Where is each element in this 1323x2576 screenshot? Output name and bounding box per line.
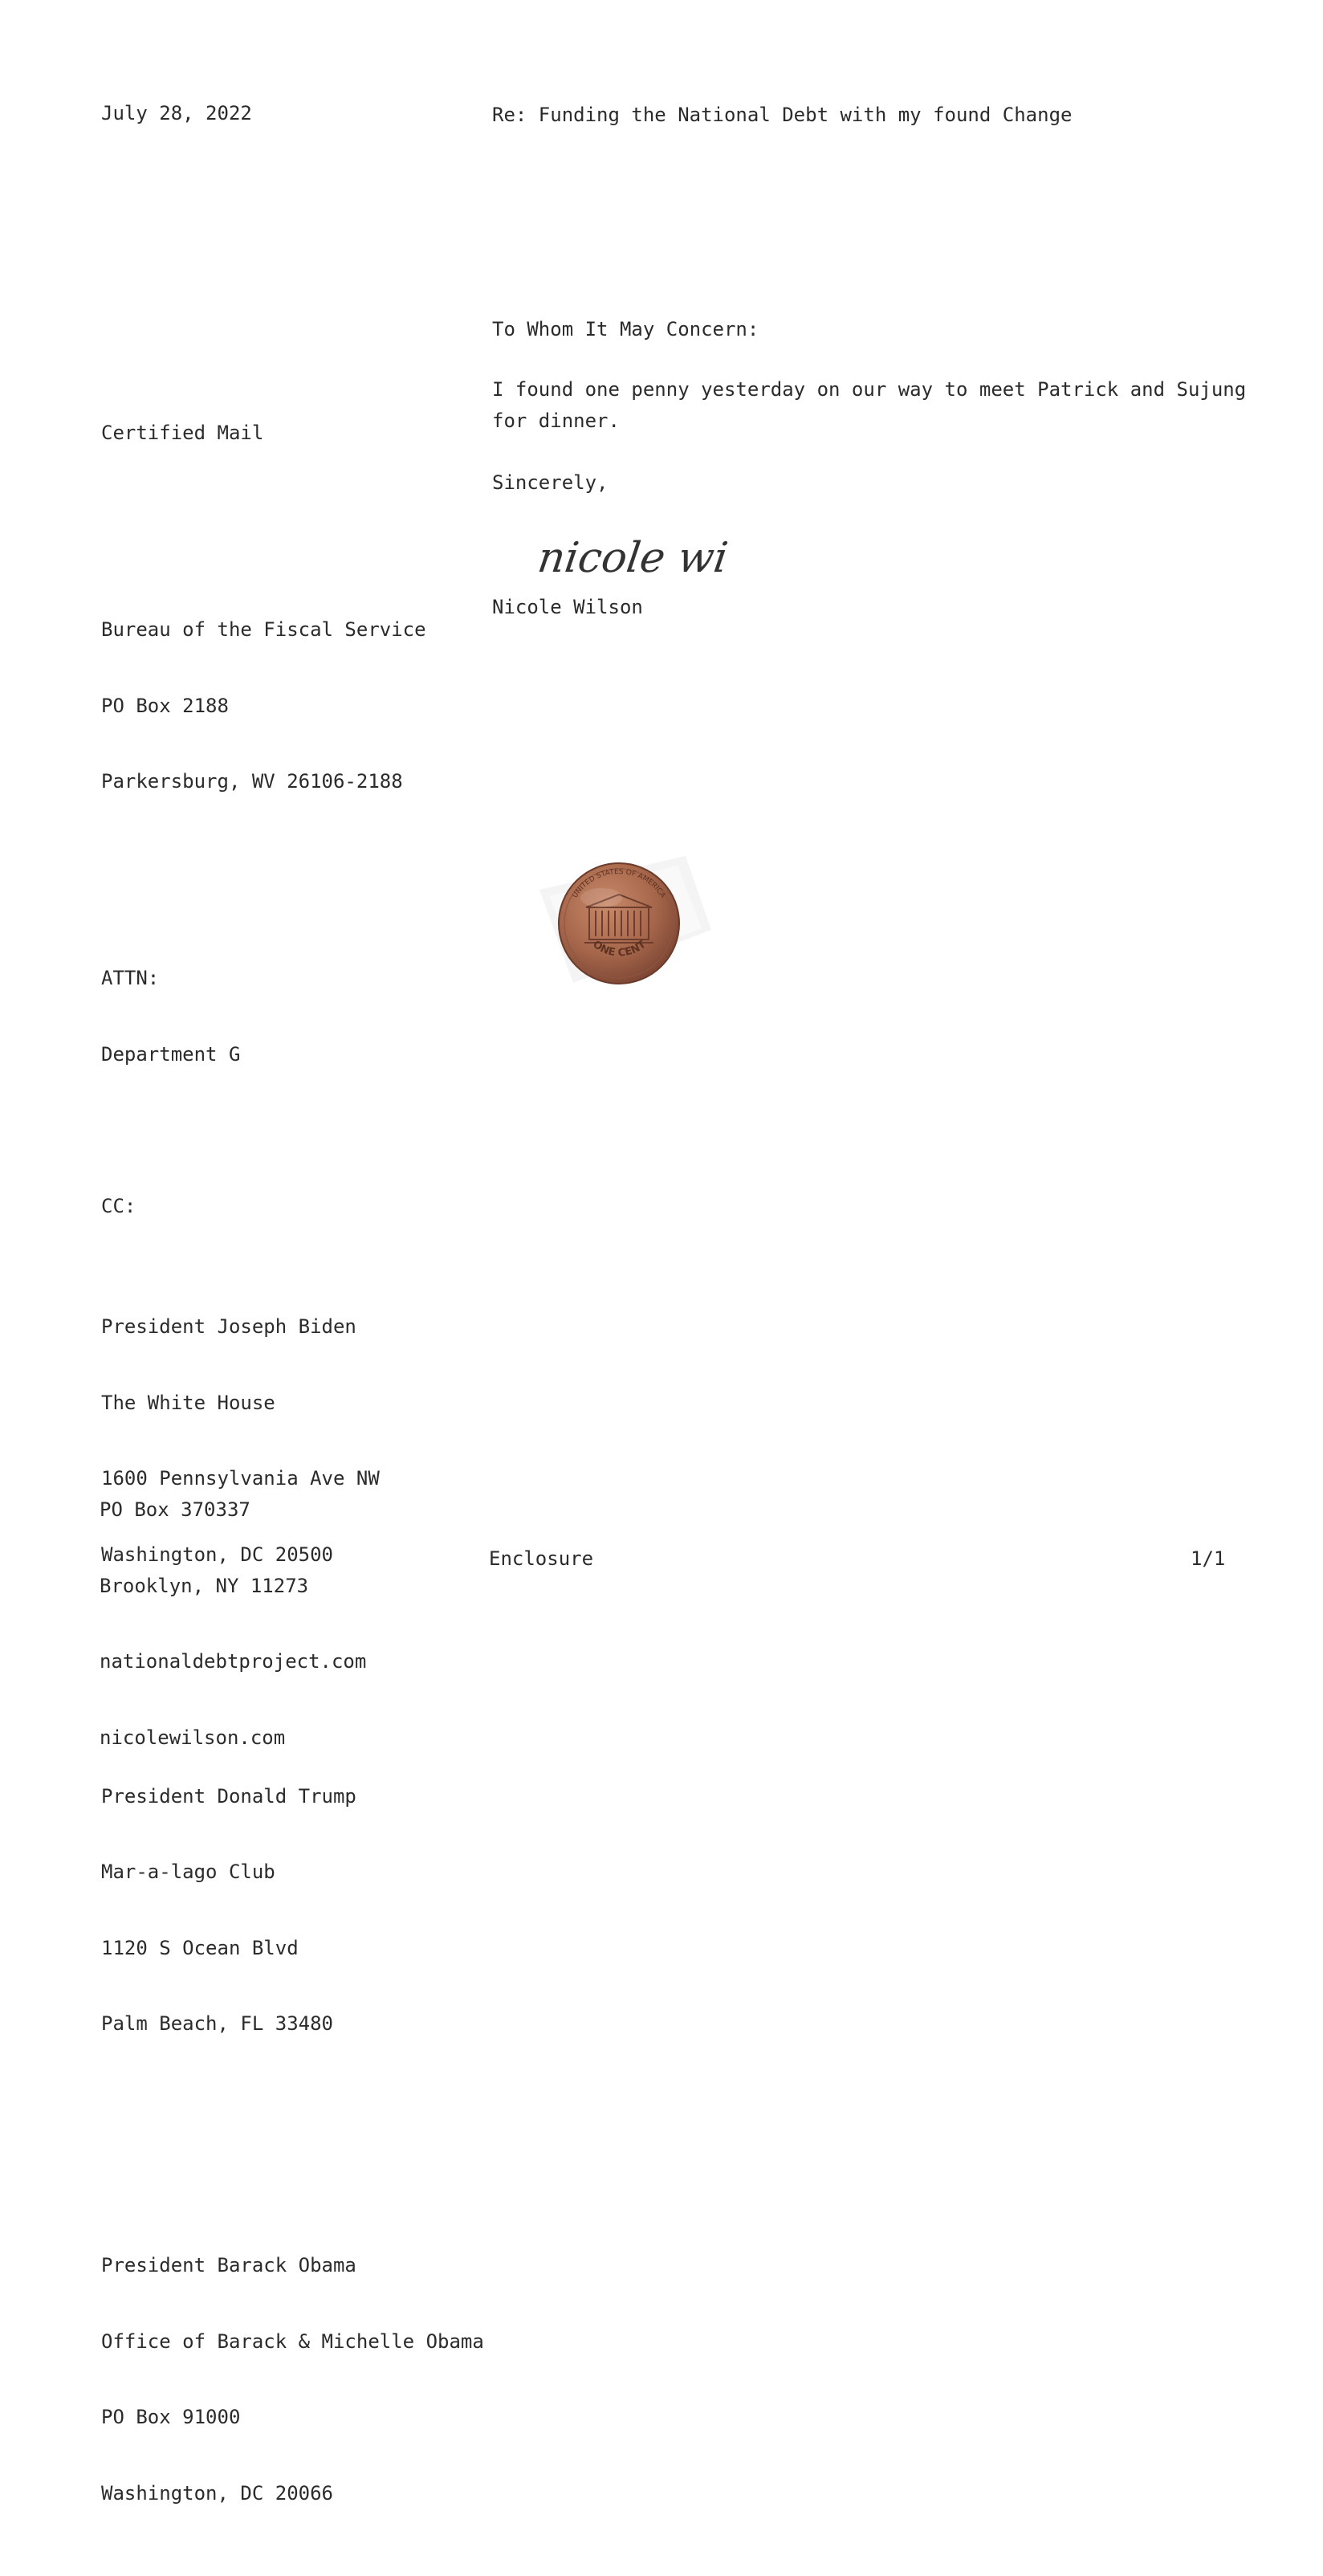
penny-enclosure [502, 811, 694, 972]
salutation: To Whom It May Concern: [492, 318, 759, 340]
closing: Sincerely, [492, 471, 609, 494]
svg-text:UNITED STATES OF AMERICA: UNITED STATES OF AMERICA [571, 867, 667, 900]
address-line: Washington, DC 20500 [101, 1543, 333, 1566]
letter-subject: Re: Funding the National Debt with my found Change [492, 104, 1073, 126]
address-line: Mar-a-lago Club [101, 1861, 275, 1883]
attn-value: Department G [101, 1042, 241, 1066]
svg-text:ONE CENT: ONE CENT [590, 938, 649, 960]
enclosure-note: Enclosure [489, 1547, 594, 1570]
return-address-line: Brooklyn, NY 11273 [100, 1574, 309, 1597]
website-link[interactable]: nationaldebtproject.com [100, 1650, 367, 1673]
delivery-method: Certified Mail [101, 422, 264, 444]
cc-label: CC: [101, 1194, 136, 1217]
address-line: Washington, DC 20066 [101, 2481, 333, 2505]
svg-text:nicole wi: nicole wi [536, 534, 731, 582]
address-line: 1600 Pennsylvania Ave NW [101, 1467, 380, 1490]
address-line: Bureau of the Fiscal Service [101, 618, 426, 641]
address-line: President Joseph Biden [101, 1315, 356, 1338]
address-line: The White House [101, 1391, 275, 1414]
address-line: 1120 S Ocean Blvd [101, 1936, 299, 1959]
signer-name: Nicole Wilson [492, 596, 643, 618]
attn-label: ATTN: [101, 967, 160, 989]
cc-address-trump [101, 1736, 484, 2085]
page-number: 1/1 [1191, 1547, 1226, 1570]
address-line: President Barack Obama [101, 2254, 356, 2276]
signature-image [537, 520, 794, 601]
body-line: for dinner. [492, 409, 620, 432]
address-line: President Donald Trump [101, 1784, 356, 1808]
website-link[interactable]: nicolewilson.com [100, 1726, 286, 1749]
penny-image [525, 834, 718, 994]
body-paragraph [492, 374, 1247, 436]
return-address [100, 1449, 366, 1775]
address-line: PO Box 2188 [101, 694, 229, 717]
return-address-line: PO Box 370337 [100, 1498, 250, 1521]
main-recipient-address [101, 569, 484, 842]
address-line: Office of Barack & Michelle Obama [101, 2329, 484, 2353]
address-line: PO Box 91000 [101, 2406, 241, 2428]
letter-date: July 28, 2022 [101, 102, 252, 124]
cc-address-obama [101, 2205, 484, 2554]
signature [514, 498, 771, 582]
body-line: I found one penny yesterday on our way to meet Patrick and Sujung [492, 378, 1247, 401]
address-line: Palm Beach, FL 33480 [101, 2012, 333, 2035]
address-line: Parkersburg, WV 26106-2188 [101, 770, 403, 793]
